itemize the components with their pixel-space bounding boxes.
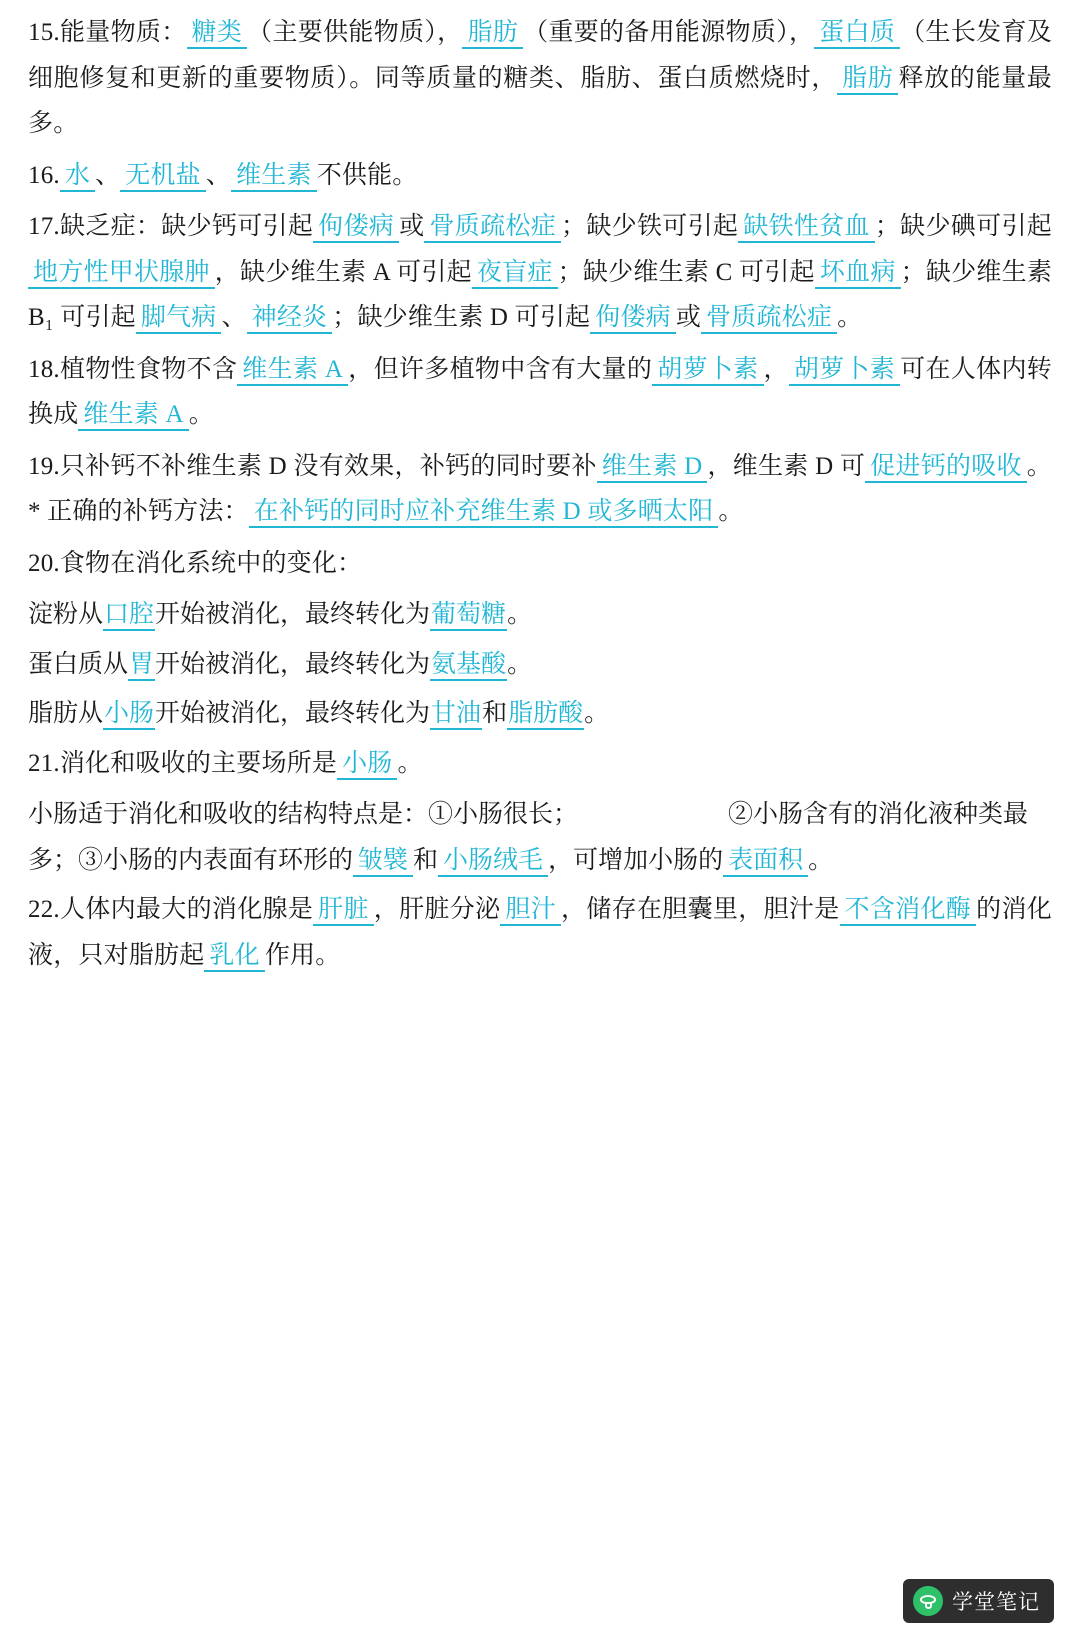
body-text: ②小肠含有的消化液种类最多；③小肠的内表面有环形的 — [28, 801, 1029, 874]
fill-in-blank-answer: 骨质疏松症 — [424, 213, 561, 243]
fill-in-blank-answer: 乳化 — [204, 942, 264, 972]
fill-in-blank-answer: 佝偻病 — [590, 304, 676, 334]
item-number: 17. — [28, 213, 60, 240]
note-subline — [28, 642, 1052, 688]
highlighted-term: 脂肪酸 — [507, 700, 584, 730]
fill-in-blank-answer: 胡萝卜素 — [652, 356, 763, 386]
body-text: 可在人体内转换成 — [28, 355, 1052, 428]
body-text: 食物在消化系统中的变化： — [59, 549, 363, 577]
note-subline — [28, 792, 1052, 883]
fill-in-blank-answer: 坏血病 — [815, 259, 901, 289]
body-text: 。* 正确的补钙方法： — [28, 452, 1052, 525]
body-text: 释放的能量最多。 — [28, 64, 1053, 137]
body-text: 蛋白质从 — [28, 650, 129, 678]
body-text: ；缺少维生素 D 可引起 — [332, 304, 591, 331]
fill-in-blank-answer: 在补钙的同时应补充维生素 D 或多晒太阳 — [249, 498, 719, 528]
body-text: 能量物质： — [59, 19, 187, 46]
body-text: 、 — [95, 161, 121, 189]
note-item — [28, 204, 1052, 341]
body-text: 人体内最大的消化腺是 — [59, 896, 314, 923]
fill-in-blank-answer: 糖类 — [187, 19, 248, 49]
body-text: 。 — [507, 601, 533, 628]
note-item — [28, 153, 1052, 199]
body-text: ；缺少维生素 B₁ 可引起 — [28, 258, 1053, 331]
body-text: 作用。 — [264, 941, 341, 969]
fill-in-blank-answer: 不含消化酶 — [840, 896, 977, 926]
body-text: 、 — [205, 161, 232, 189]
body-text: 。 — [837, 304, 863, 331]
fill-in-blank-answer: 地方性甲状腺肿 — [28, 259, 215, 289]
item-number: 20. — [28, 549, 60, 577]
body-text: ，储存在胆囊里，胆汁是 — [561, 896, 840, 923]
item-number: 15. — [28, 19, 60, 46]
note-item — [28, 10, 1052, 147]
fill-in-blank-answer: 表面积 — [723, 847, 808, 877]
body-text: （主要供能物质）， — [247, 19, 463, 46]
watermark-label: 学堂笔记 — [952, 1591, 1040, 1614]
body-text: 和 — [482, 700, 508, 727]
body-text: 消化和吸收的主要场所是 — [59, 749, 338, 777]
fill-in-blank-answer: 胡萝卜素 — [789, 356, 900, 386]
body-text: ，维生素 D 可 — [707, 452, 866, 480]
watermark — [903, 1579, 1054, 1623]
item-number: 19. — [28, 452, 60, 480]
body-text: 开始被消化，最终转化为 — [155, 601, 431, 628]
highlighted-term: 甘油 — [430, 700, 482, 730]
fill-in-blank-answer: 维生素 A — [78, 401, 188, 431]
fill-in-blank-answer: 小肠绒毛 — [438, 847, 548, 877]
body-text: 。 — [808, 846, 834, 874]
highlighted-term: 胃 — [128, 651, 155, 681]
fill-in-blank-answer: 缺铁性贫血 — [738, 213, 875, 243]
body-text: 和 — [413, 846, 439, 874]
body-text: 。 — [718, 498, 744, 525]
body-text: 。 — [188, 401, 214, 428]
fill-in-blank-answer: 促进钙的吸收 — [865, 453, 1027, 483]
fill-in-blank-answer: 小肠 — [337, 750, 397, 780]
fill-in-blank-answer: 脂肪 — [462, 19, 523, 49]
body-text: ，肝脏分泌 — [373, 896, 501, 923]
item-number: 16. — [28, 161, 60, 189]
body-text: 缺乏症：缺少钙可引起 — [59, 213, 314, 240]
note-item — [28, 541, 1052, 587]
body-text: （重要的备用能源物质）， — [523, 19, 815, 46]
item-number: 18. — [28, 355, 60, 383]
fill-in-blank-answer: 脚气病 — [136, 304, 222, 334]
highlighted-term: 氨基酸 — [430, 651, 507, 681]
body-text: 淀粉从 — [28, 601, 104, 628]
fill-in-blank-answer: 骨质疏松症 — [701, 304, 837, 334]
fill-in-blank-answer: 维生素 D — [597, 453, 708, 483]
body-text: 的消化液，只对脂肪起 — [28, 896, 1052, 969]
body-text: 。 — [397, 749, 423, 777]
note-subline — [28, 691, 1052, 737]
body-text: ；缺少碘可引起 — [874, 213, 1052, 240]
body-text: （生长发育及细胞修复和更新的重要物质）。同等质量的糖类、脂肪、蛋白质燃烧时， — [28, 19, 1052, 92]
body-text: 。 — [584, 700, 610, 727]
body-text: ，但许多植物中含有大量的 — [348, 355, 653, 383]
fill-in-blank-answer: 胆汁 — [500, 896, 561, 926]
fill-in-blank-answer: 佝偻病 — [313, 213, 399, 243]
highlighted-term: 小肠 — [103, 700, 155, 730]
body-text: 或 — [675, 304, 702, 331]
body-text: ，缺少维生素 A 可引起 — [214, 258, 472, 286]
body-text: 。 — [507, 650, 533, 678]
body-text: 或 — [399, 213, 425, 240]
item-number: 22. — [28, 896, 60, 923]
body-text: 、 — [221, 304, 247, 331]
fill-in-blank-answer: 夜盲症 — [472, 259, 558, 289]
fill-in-blank-answer: 水 — [60, 162, 95, 192]
highlighted-term: 口腔 — [103, 601, 155, 631]
fill-in-blank-answer: 维生素 A — [237, 356, 348, 386]
highlighted-term: 葡萄糖 — [430, 601, 507, 631]
book-icon — [913, 1586, 943, 1616]
body-text: 小肠适于消化和吸收的结构特点是：①小肠很长； — [28, 801, 579, 828]
body-text: ，可增加小肠的 — [548, 846, 724, 874]
note-items-container — [28, 10, 1052, 978]
body-text: 开始被消化，最终转化为 — [155, 700, 431, 727]
note-item — [28, 347, 1052, 438]
body-text: ；缺少铁可引起 — [561, 213, 739, 240]
body-text: 植物性食物不含 — [59, 355, 238, 383]
fill-in-blank-answer: 神经炎 — [247, 304, 333, 334]
fill-in-blank-answer: 肝脏 — [313, 896, 374, 926]
fill-in-blank-answer: 脂肪 — [837, 65, 898, 95]
fill-in-blank-answer: 维生素 — [231, 162, 317, 192]
body-text: 开始被消化，最终转化为 — [155, 650, 431, 678]
note-item — [28, 741, 1052, 787]
body-text: 不供能。 — [316, 161, 418, 189]
body-text: ；缺少维生素 C 可引起 — [557, 258, 815, 286]
body-text: ， — [763, 355, 789, 383]
body-text: 脂肪从 — [28, 700, 104, 727]
body-text: 只补钙不补维生素 D 没有效果，补钙的同时要补 — [59, 452, 597, 480]
note-item — [28, 887, 1052, 978]
item-number: 21. — [28, 749, 60, 777]
fill-in-blank-answer: 蛋白质 — [814, 19, 900, 49]
fill-in-blank-answer: 皱襞 — [353, 847, 413, 877]
note-item — [28, 444, 1052, 535]
fill-in-blank-answer: 无机盐 — [120, 162, 206, 192]
note-subline — [28, 592, 1052, 638]
